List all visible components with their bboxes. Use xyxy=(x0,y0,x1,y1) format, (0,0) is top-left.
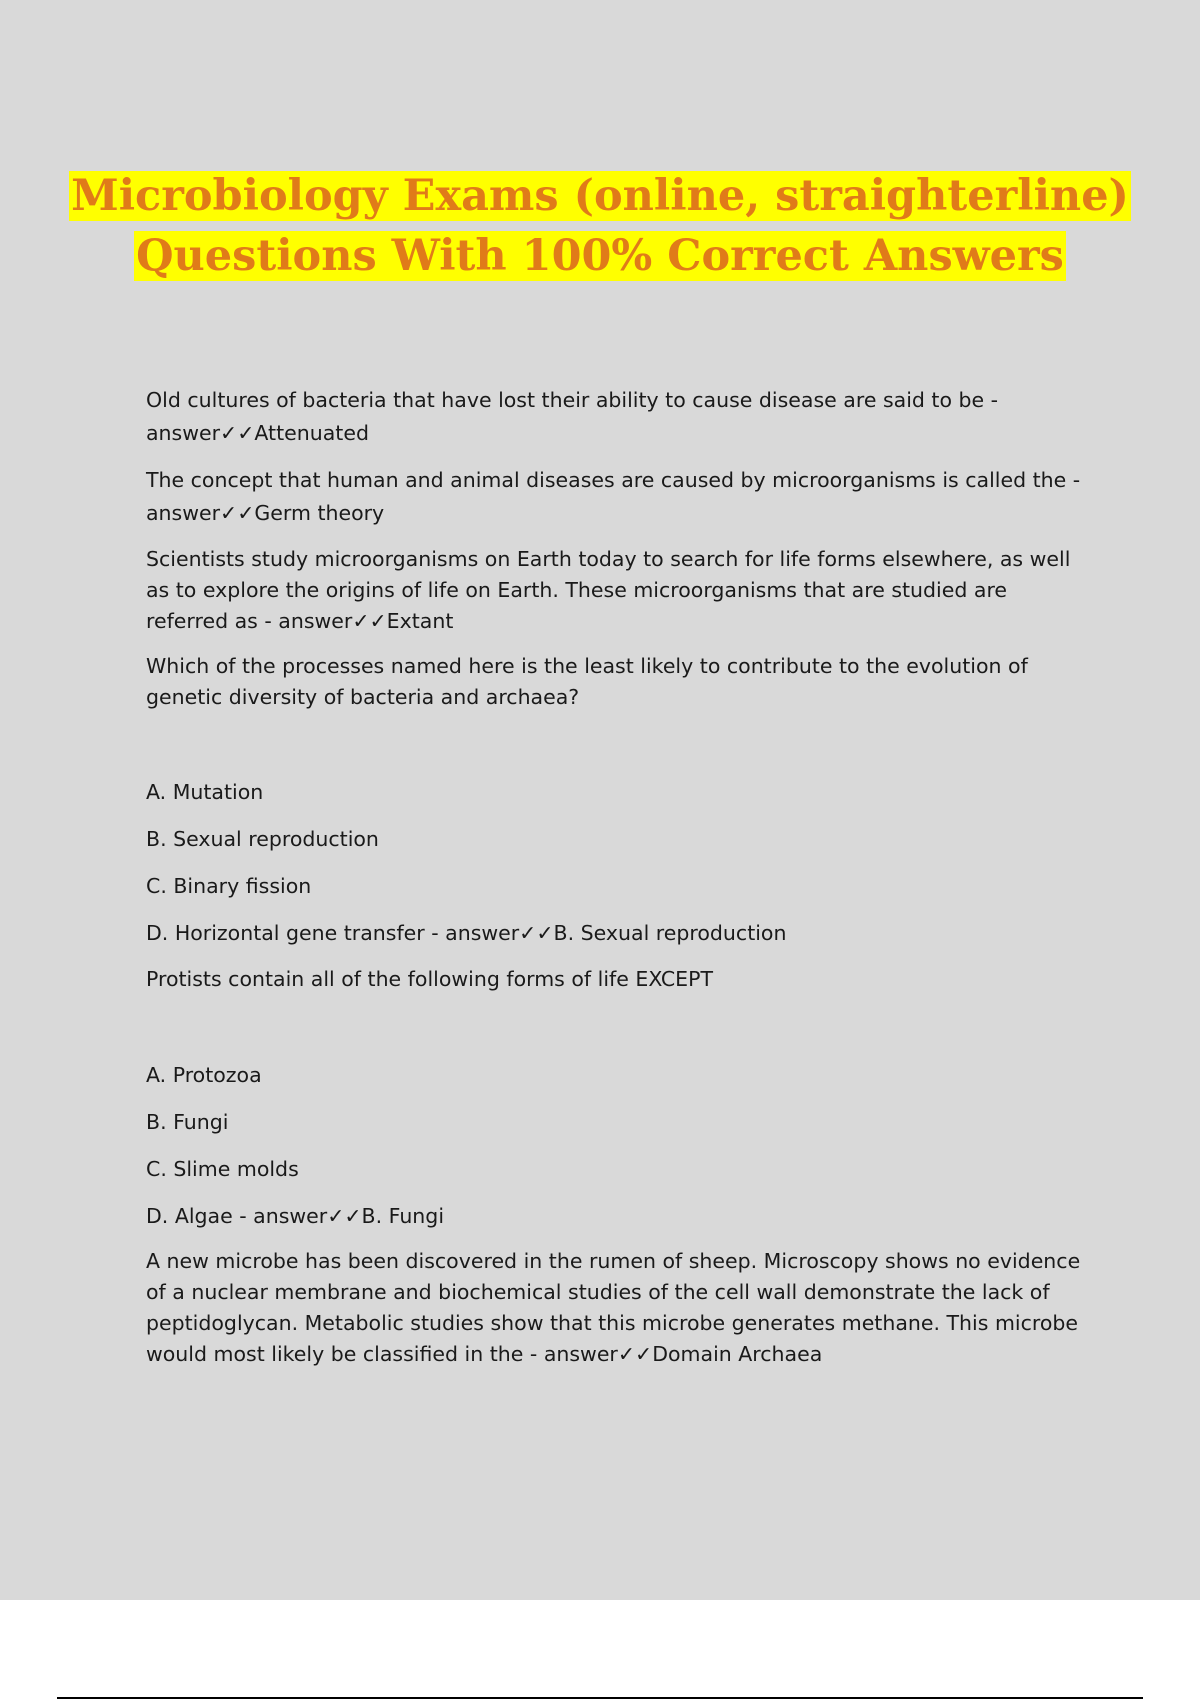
answer-option: C. Binary fission xyxy=(146,874,312,898)
title-line-1: Microbiology Exams (online, straighterline) xyxy=(71,171,1129,221)
answer-option: D. Algae - answer✓✓B. Fungi xyxy=(146,1204,445,1228)
answer-option: A. Mutation xyxy=(146,780,264,804)
question-text: The concept that human and animal diseases are caused by microorganisms is called the - answer✓✓Germ theory xyxy=(146,468,1081,525)
answer-option: C. Slime molds xyxy=(146,1157,299,1181)
spacer xyxy=(146,727,1086,775)
answer-option: A. Protozoa xyxy=(146,1063,262,1087)
question-list xyxy=(146,384,1086,1384)
question-text: Scientists study microorganisms on Earth today to search for life forms elsewhere, as well as to explore the origins of life on Earth. These microorganisms that are studied are referred as - answer✓✓Extant xyxy=(146,547,1071,633)
question-text: Old cultures of bacteria that have lost their ability to cause disease are said to be - answer✓✓Attenuated xyxy=(146,388,999,445)
footer-divider xyxy=(57,1697,1143,1699)
question-text: Which of the processes named here is the least likely to contribute to the evolution of genetic diversity of bacteria and archaea? xyxy=(146,654,1028,709)
question-text: A new microbe has been discovered in the rumen of sheep. Microscopy shows no evidence of a nuclear membrane and biochemical studies of the cell wall demonstrate the lack of peptidoglycan. Metabolic studies show that this microbe generates methane. This microbe would most likely be classified in the - answer✓✓Domain Archaea xyxy=(146,1249,1081,1366)
document-title xyxy=(0,166,1200,286)
spacer xyxy=(146,1010,1086,1058)
answer-option: B. Sexual reproduction xyxy=(146,827,379,851)
answer-option: B. Fungi xyxy=(146,1110,229,1134)
answer-option: D. Horizontal gene transfer - answer✓✓B. Sexual reproduction xyxy=(146,921,787,945)
title-line-2: Questions With 100% Correct Answers xyxy=(136,231,1064,281)
question-text: Protists contain all of the following forms of life EXCEPT xyxy=(146,967,714,991)
